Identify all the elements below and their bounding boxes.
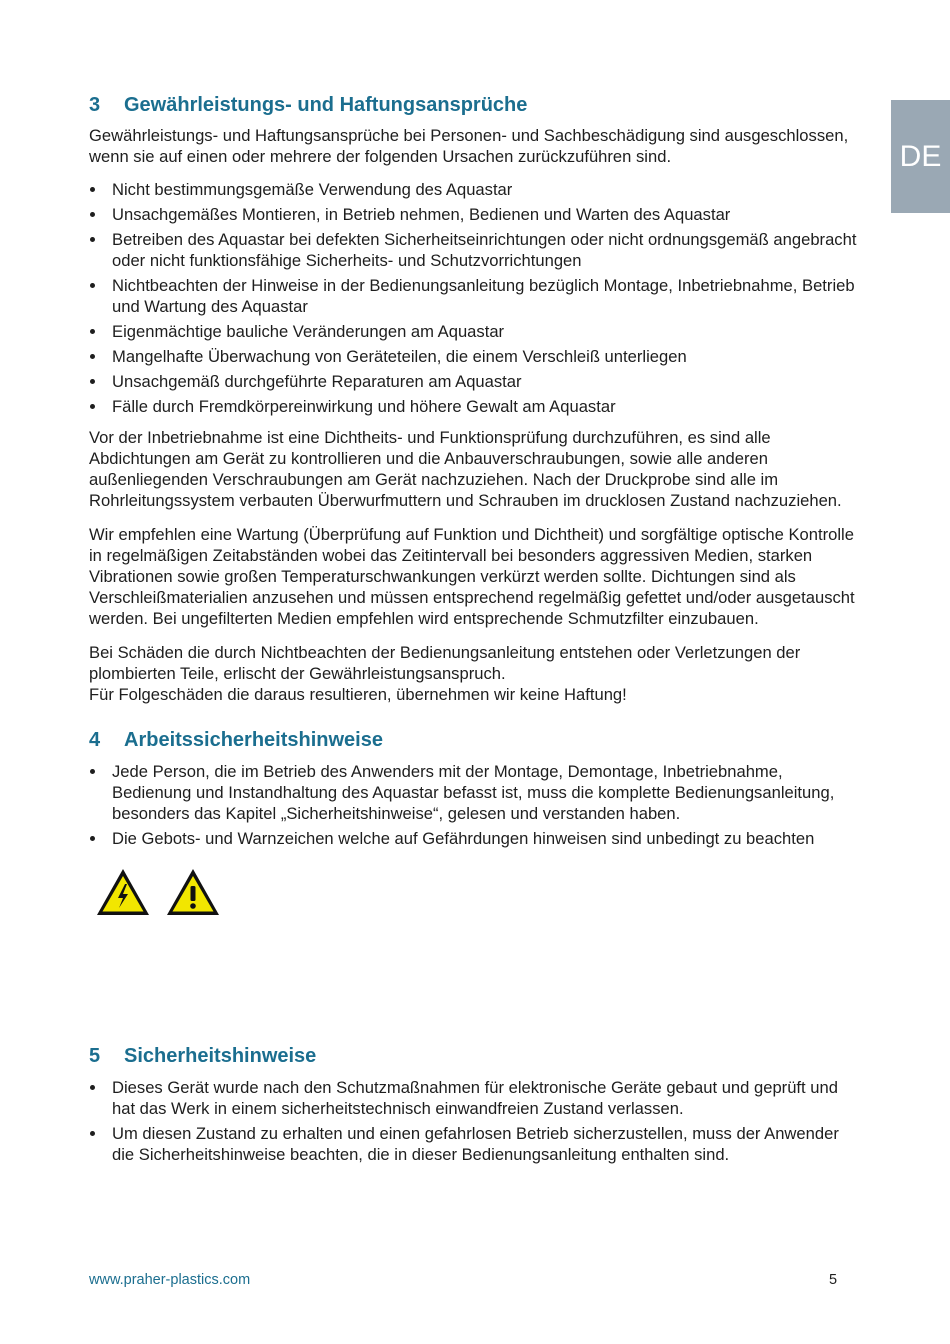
- list-item: Betreiben des Aquastar bei defekten Sicherheitseinrichtungen oder nicht ordnungsgemäß angebracht oder nicht funktionsfähige Sicherheits- und Schutzvorrichtungen: [89, 229, 859, 271]
- list-item: Mangelhafte Überwachung von Geräteteilen, die einem Verschleiß unterliegen: [89, 346, 859, 367]
- section-number: 5: [89, 1045, 101, 1067]
- section-3-paragraph-2: Wir empfehlen eine Wartung (Überprüfung auf Funktion und Dichtheit) und sorgfältige optische Kontrolle in regelmäßigen Zeitabständen wobei das Zeitintervall bei besonders aggressiven Medien, starken Vibrationen sowie großen Temperaturschwankungen verkürzt werden sollte. Dichtungen sind als Verschleißmaterialien anzusehen und müssen entsprechend regelmäßig gefettet und/oder ausgetauscht werden. Bei ungefilterten Medien empfehlen wird entsprechende Schmutzfilter einzubauen.: [89, 525, 855, 628]
- section-4-heading: [89, 727, 859, 753]
- list-item: Unsachgemäßes Montieren, in Betrieb nehmen, Bedienen und Warten des Aquastar: [89, 204, 859, 225]
- list-item: Die Gebots- und Warnzeichen welche auf Gefährdungen hinweisen sind unbedingt zu beachten: [89, 828, 859, 849]
- language-label: DE: [899, 140, 942, 173]
- section-3-paragraph-3: Bei Schäden die durch Nichtbeachten der Bedienungsanleitung entstehen oder Verletzungen der plombierten Teile, erlischt der Gewährleistungsanspruch.: [89, 643, 801, 683]
- section-3-paragraph-4: Für Folgeschäden die daraus resultieren, übernehmen wir keine Haftung!: [89, 685, 627, 704]
- list-item: Um diesen Zustand zu erhalten und einen gefahrlosen Betrieb sicherzustellen, muss der Anwender die Sicherheitshinweise beachten, die in dieser Bedienungsanleitung enthalten sind.: [89, 1123, 859, 1165]
- list-item: Unsachgemäß durchgeführte Reparaturen am Aquastar: [89, 371, 859, 392]
- list-item: Eigenmächtige bauliche Veränderungen am Aquastar: [89, 321, 859, 342]
- section-number: 4: [89, 729, 101, 751]
- section-title: Arbeitssicherheitshinweise: [124, 729, 383, 751]
- section-number: 3: [89, 94, 101, 116]
- page-number: 5: [829, 1272, 838, 1288]
- footer-website-link[interactable]: www.praher-plastics.com: [89, 1272, 251, 1288]
- section-5-heading: [89, 1043, 859, 1069]
- language-tab: [891, 100, 950, 213]
- section-3-list: [89, 179, 859, 417]
- section-title: Gewährleistungs- und Haftungsansprüche: [124, 94, 528, 116]
- list-item: Dieses Gerät wurde nach den Schutzmaßnahmen für elektronische Geräte gebaut und geprüft und hat das Werk in einem sicherheitstechnisch einwandfreien Zustand verlassen.: [89, 1077, 859, 1119]
- section-title: Sicherheitshinweise: [124, 1045, 317, 1067]
- section-3-paragraph-1: Vor der Inbetriebnahme ist eine Dichtheits- und Funktionsprüfung durchzuführen, es sind alle Abdichtungen am Gerät zu kontrollieren und die Anbauverschraubungen, sowie alle anderen außenliegenden Verschraubungen am Gerät nachzuziehen. Nach der Druckprobe sind alle im Rohrleitungssystem verbauten Überwurfmuttern und Schrauben im drucklosen Zustand nachzuziehen.: [89, 428, 842, 510]
- list-item: Nicht bestimmungsgemäße Verwendung des Aquastar: [89, 179, 859, 200]
- list-item: Nichtbeachten der Hinweise in der Bedienungsanleitung bezüglich Montage, Inbetriebnahme, Betrieb und Wartung des Aquastar: [89, 275, 859, 317]
- electrical-hazard-icon: [95, 867, 151, 917]
- list-item: Jede Person, die im Betrieb des Anwenders mit der Montage, Demontage, Inbetriebnahme, Bedienung und Instandhaltung des Aquastar befasst ist, muss die komplette Bedienungsanleitung, besonders das Kapitel „Sicherheitshinweise“, gelesen und verstanden haben.: [89, 761, 859, 824]
- section-3-heading: [89, 92, 859, 118]
- section-3-intro: Gewährleistungs- und Haftungsansprüche bei Personen- und Sachbeschädigung sind ausgeschlossen, wenn sie auf einen oder mehrere der folgenden Ursachen zurückzuführen sind.: [89, 126, 849, 166]
- section-5-list: [89, 1077, 859, 1165]
- list-item: Fälle durch Fremdkörpereinwirkung und höhere Gewalt am Aquastar: [89, 396, 859, 417]
- warning-signs: [95, 867, 859, 917]
- general-warning-icon: [165, 867, 221, 917]
- page-content: [89, 92, 859, 1169]
- section-4-list: [89, 761, 859, 849]
